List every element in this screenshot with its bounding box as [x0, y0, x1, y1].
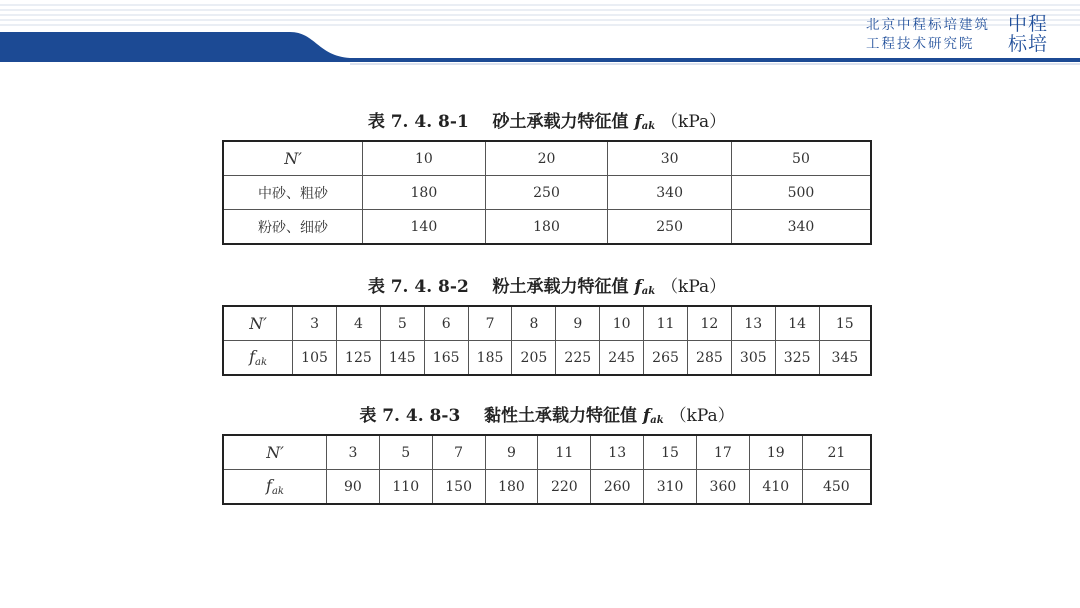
- table-cell: 3: [293, 306, 337, 341]
- table-cell: 145: [380, 341, 424, 376]
- table-cell: 140: [363, 210, 486, 245]
- caption-unit: （kPa）: [669, 406, 735, 426]
- table-1-caption: [222, 107, 872, 132]
- caption-symbol: f: [634, 277, 642, 297]
- table-cell: 11: [644, 306, 688, 341]
- table-cell: 8: [512, 306, 556, 341]
- table-row: [223, 176, 871, 210]
- table-cell: 17: [696, 435, 749, 470]
- header-symbol: N′: [223, 306, 293, 341]
- table-cell: 14: [775, 306, 819, 341]
- table-cell: 9: [556, 306, 600, 341]
- table-cell: 220: [538, 470, 591, 505]
- table-row: [223, 341, 871, 376]
- table-cell: 310: [644, 470, 697, 505]
- caption-unit: （kPa）: [661, 112, 727, 132]
- table-silt-bearing-capacity: [222, 305, 872, 376]
- caption-symbol: f: [642, 406, 651, 426]
- row-symbol: $f_{ak}$: [223, 470, 327, 505]
- table-cell: 250: [485, 176, 608, 210]
- table-cell: 15: [644, 435, 697, 470]
- table-cell: 225: [556, 341, 600, 376]
- table-cell: 185: [468, 341, 512, 376]
- table-cell: 180: [363, 176, 486, 210]
- table-cell: 450: [802, 470, 871, 505]
- table-row-header: [223, 435, 871, 470]
- caption-subscript: ak: [641, 121, 656, 132]
- logo-line-1: 中程: [1008, 13, 1049, 35]
- caption-unit: （kPa）: [661, 277, 727, 297]
- table-cell: 5: [379, 435, 432, 470]
- row-label: 粉砂、细砂: [223, 210, 363, 245]
- caption-subscript: ak: [650, 415, 664, 426]
- table-cell: 10: [600, 306, 644, 341]
- table-cell: 205: [512, 341, 556, 376]
- caption-number: 表 7. 4. 8-3: [359, 406, 461, 426]
- table-cell: 150: [432, 470, 485, 505]
- table-cell: 360: [696, 470, 749, 505]
- table-row: [223, 470, 871, 505]
- caption-title: 砂土承载力特征值: [492, 112, 629, 132]
- table-cell: 4: [336, 306, 380, 341]
- table-cell: 7: [468, 306, 512, 341]
- table-cell: 15: [819, 306, 871, 341]
- table-cell: 90: [327, 470, 380, 505]
- table-cell: 9: [485, 435, 538, 470]
- caption-subscript: ak: [641, 286, 656, 297]
- table-cell: 10: [363, 141, 486, 176]
- table-cell: 7: [432, 435, 485, 470]
- table-2-caption: [222, 272, 872, 297]
- table-cell: 285: [687, 341, 731, 376]
- header-symbol: N′: [223, 141, 363, 176]
- caption-symbol: f: [634, 112, 642, 132]
- table-row: [223, 210, 871, 245]
- table-cell: 6: [424, 306, 468, 341]
- table-cell: 110: [379, 470, 432, 505]
- table-cell: 11: [538, 435, 591, 470]
- table-cell: 250: [608, 210, 732, 245]
- table-cell: 12: [687, 306, 731, 341]
- table-cell: 345: [819, 341, 871, 376]
- page-header: [0, 0, 1080, 70]
- caption-title: 黏性土承载力特征值: [483, 406, 637, 426]
- table-cell: 105: [293, 341, 337, 376]
- table-cell: 125: [336, 341, 380, 376]
- table-cell: 410: [749, 470, 802, 505]
- organization-name: [866, 16, 990, 54]
- row-symbol: $f_{ak}$: [223, 341, 293, 376]
- table-cell: 50: [731, 141, 871, 176]
- table-clay-bearing-capacity: [222, 434, 872, 505]
- table-row-header: [223, 306, 871, 341]
- header-symbol: N′: [223, 435, 327, 470]
- row-label: 中砂、粗砂: [223, 176, 363, 210]
- table-cell: 13: [591, 435, 644, 470]
- table-cell: 180: [485, 210, 608, 245]
- caption-title: 粉土承载力特征值: [492, 277, 629, 297]
- caption-number: 表 7. 4. 8-1: [367, 112, 469, 132]
- table-cell: 340: [608, 176, 732, 210]
- table-cell: 5: [380, 306, 424, 341]
- table-cell: 30: [608, 141, 732, 176]
- org-line-2: 工程技术研究院: [866, 36, 975, 52]
- org-line-1: 北京中程标培建筑: [866, 17, 990, 33]
- table-sand-bearing-capacity: [222, 140, 872, 245]
- table-cell: 245: [600, 341, 644, 376]
- table-cell: 3: [327, 435, 380, 470]
- table-cell: 21: [802, 435, 871, 470]
- table-cell: 500: [731, 176, 871, 210]
- table-cell: 19: [749, 435, 802, 470]
- caption-number: 表 7. 4. 8-2: [367, 277, 469, 297]
- table-cell: 265: [644, 341, 688, 376]
- table-cell: 13: [731, 306, 775, 341]
- logo-line-2: 标培: [1008, 33, 1049, 55]
- table-cell: 260: [591, 470, 644, 505]
- table-3-caption: [222, 401, 872, 426]
- logo: [1008, 14, 1056, 54]
- table-cell: 20: [485, 141, 608, 176]
- table-cell: 180: [485, 470, 538, 505]
- table-cell: 340: [731, 210, 871, 245]
- table-cell: 165: [424, 341, 468, 376]
- table-cell: 325: [775, 341, 819, 376]
- table-cell: 305: [731, 341, 775, 376]
- table-row-header: [223, 141, 871, 176]
